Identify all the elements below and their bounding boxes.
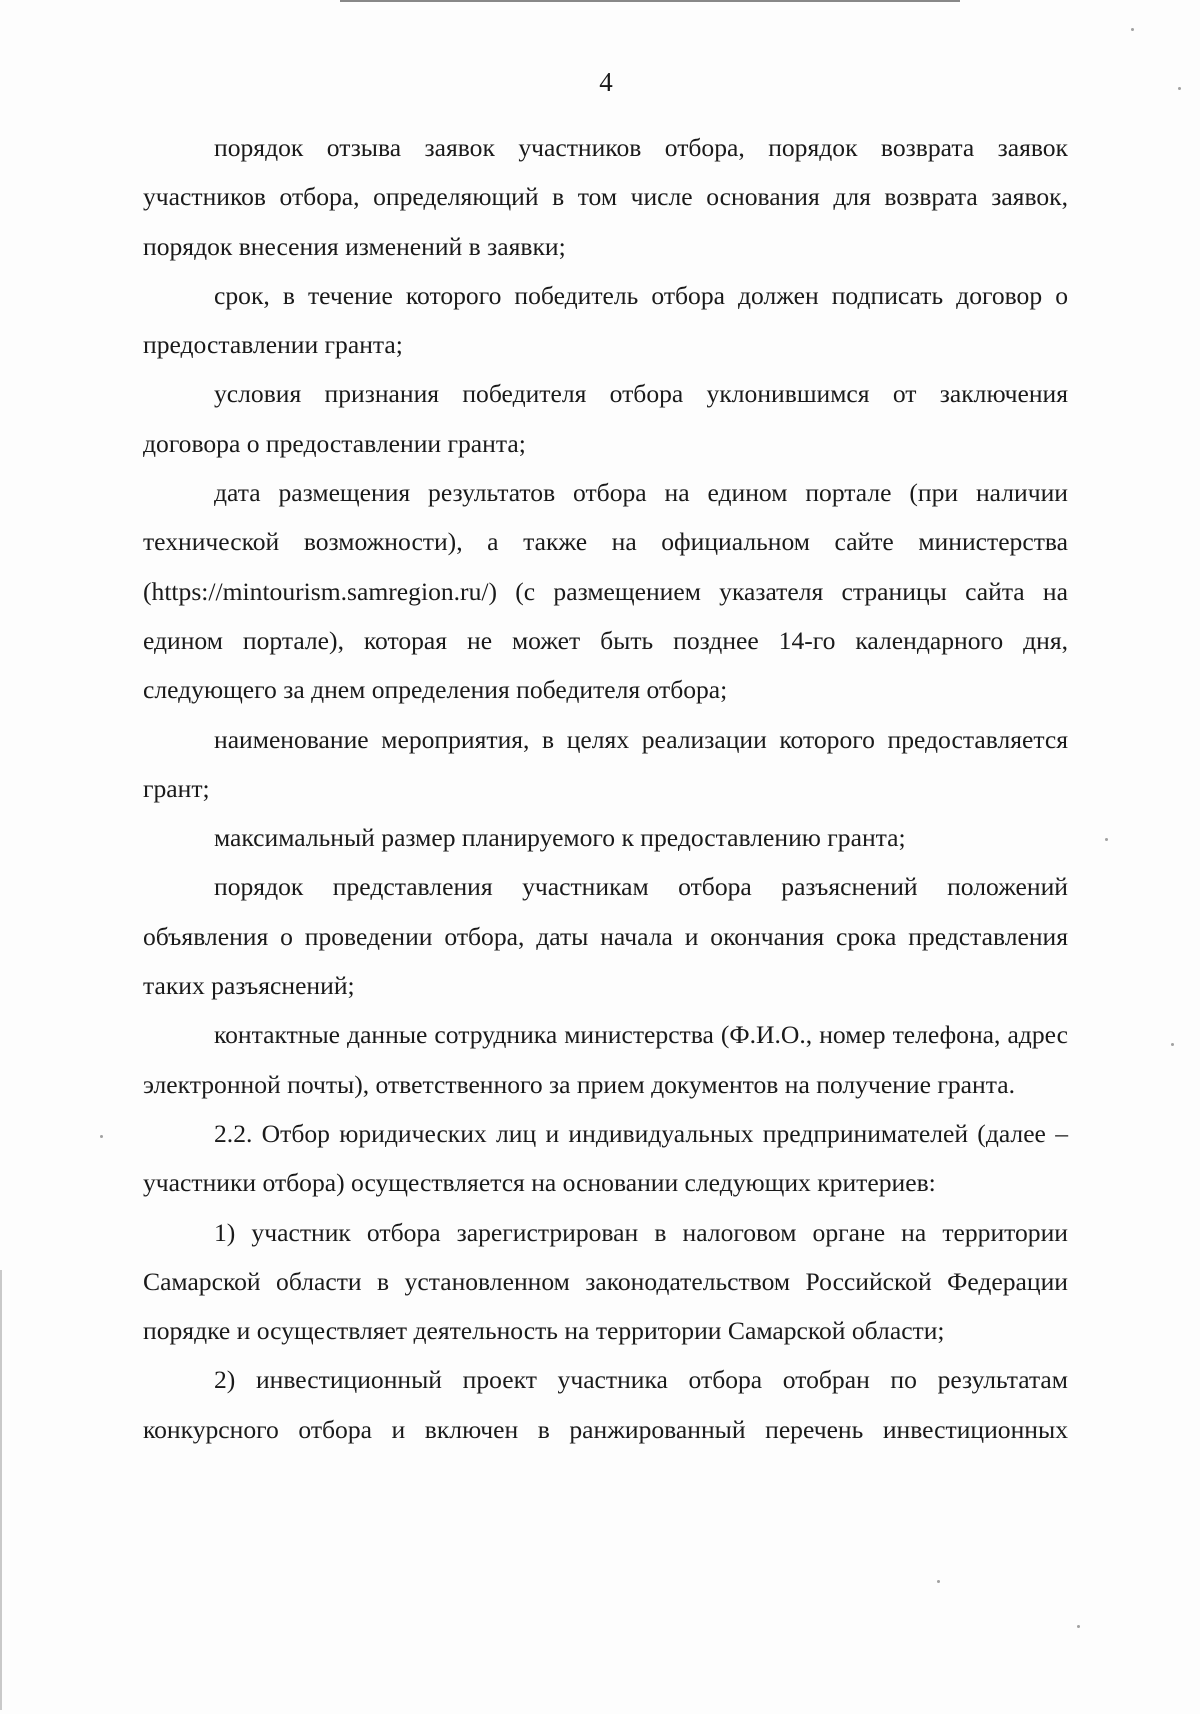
paragraph-evasion-conditions: условия признания победителя отбора уклонившимся от заключения договора о предоставлении гранта; [143,379,1068,458]
scan-speck [937,1580,940,1583]
scan-speck [1178,87,1181,90]
scan-top-edge [340,0,960,2]
document-body [143,123,1068,1454]
paragraph-results-publication-date: дата размещения результатов отбора на едином портале (при наличии технической возможности), а также на официальном сайте министерства (https://mintourism.samregion.ru/) (с размещением указателя страницы сайта на едином портале), которая не может быть позднее 14-го календарного дня, следующего за днем определения победителя отбора; [143,478,1068,705]
paragraph-signing-deadline: срок, в течение которого победитель отбора должен подписать договор о предоставлении гранта; [143,280,1068,360]
paragraph-withdrawal-procedure: порядок отзыва заявок участников отбора, порядок возврата заявок участников отбора, определяющий в том числе основания для возврата заявок, порядок внесения изменений в заявки; [143,133,1068,261]
paragraph-criterion-1: 1) участник отбора зарегистрирован в налоговом органе на территории Самарской области в установленном законодательством Российской Федерации порядке и осуществляет деятельность на территории Самарской области; [143,1217,1068,1346]
scan-speck [1077,1625,1080,1628]
scan-speck [1105,838,1108,841]
page-number: 4 [599,67,613,97]
paragraph-contact-details: контактные данные сотрудника министерства (Ф.И.О., номер телефона, адрес электронной почты), ответственного за прием документов на получение гранта. [143,1020,1068,1099]
scan-left-edge [0,1270,2,1710]
scan-speck [1171,1043,1174,1046]
paragraph-max-grant-size: максимальный размер планируемого к предоставлению гранта; [214,823,906,853]
scan-speck [1131,28,1134,31]
paragraph-section-2-2: 2.2. Отбор юридических лиц и индивидуальных предпринимателей (далее – участники отбора) осуществляется на основании следующих критериев: [143,1118,1068,1198]
scan-speck [100,1135,103,1138]
paragraph-event-name: наименование мероприятия, в целях реализации которого предоставляется грант; [143,724,1068,803]
paragraph-criterion-2: 2) инвестиционный проект участника отбора отобран по результатам конкурсного отбора и включен в ранжированный перечень инвестиционных [143,1365,1068,1444]
paragraph-clarifications-procedure: порядок представления участникам отбора разъяснений положений объявления о проведении отбора, даты начала и окончания срока представления таких разъяснений; [143,872,1068,1001]
